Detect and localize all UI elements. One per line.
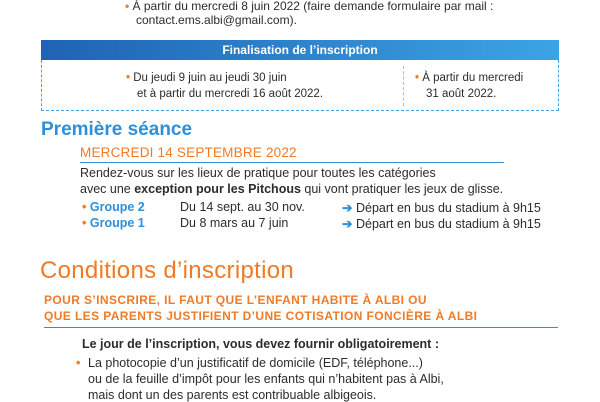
group-name-text: Groupe 1 [89,216,145,230]
registration-email-text: contact.ems.albi@gmail.com). [136,13,297,27]
conditions-divider [44,327,558,328]
required-documents-header: Le jour de l’inscription, vous devez fournir obligatoirement : [82,337,439,351]
bullet-icon: • [82,216,87,230]
section-title-conditions: Conditions d’inscription [40,257,294,284]
seance-info-line2 [80,182,503,196]
group-name [82,216,145,230]
group-row [0,200,600,216]
registration-date-text: À partir du mercredi 8 juin 2022 (faire demande formulaire par mail : [132,0,494,13]
seance-date: MERCREDI 14 SEPTEMBRE 2022 [80,145,297,160]
finalisation-left-line2: et à partir du mercredi 16 août 2022. [137,88,324,100]
seance-info-line2-start: avec une [80,182,135,196]
group-dates: Du 8 mars au 7 juin [180,216,289,230]
required-item-line1: La photocopie d’un justificatif de domicile (EDF, téléphone...) [88,356,423,370]
finalisation-left-text: Du jeudi 9 juin au jeudi 30 juin [133,72,287,84]
group-departure [342,216,541,231]
conditions-subtitle-line1: POUR S’INSCRIRE, IL FAUT QUE L’ENFANT HABITE À ALBI OU [44,293,427,307]
finalisation-right-line2: 31 août 2022. [426,88,497,100]
group-name [82,200,145,214]
section-title-premiere-seance: Première séance [41,119,193,140]
finalisation-right-text: À partir du mercredi [422,72,524,84]
finalisation-title: Finalisation de l’inscription [222,43,378,57]
bullet-icon: • [76,356,81,370]
group-row [0,216,600,232]
group-departure-text: Départ en bus du stadium à 9h15 [355,217,541,231]
required-item-line3: mais dont un des parents est contribuable albigeois. [88,388,377,402]
arrow-right-icon: ➔ [342,201,353,215]
seance-divider [80,162,504,163]
group-name-text: Groupe 2 [89,200,145,214]
seance-info-line1: Rendez-vous sur les lieux de pratique pour toutes les catégories [80,166,436,180]
arrow-right-icon: ➔ [342,217,353,231]
finalisation-left-line1 [126,70,287,86]
bullet-icon: • [82,200,87,214]
conditions-subtitle-line2: QUE LES PARENTS JUSTIFIENT D’UNE COTISATION FONCIÈRE À ALBI [44,309,478,323]
finalisation-banner [41,40,559,60]
required-item-line2: ou de la feuille d’impôt pour les enfants qui n’habitent pas à Albi, [88,372,444,386]
bullet-icon: • [415,72,420,84]
group-departure [342,200,541,215]
finalisation-divider [403,66,404,106]
seance-info-line2-end: qui vont pratiquer les jeux de glisse. [300,182,504,196]
seance-info-line2-bold: exception pour les Pitchous [134,182,301,196]
group-departure-text: Départ en bus du stadium à 9h15 [355,201,541,215]
finalisation-right-line1 [415,70,523,86]
registration-date-line [125,0,493,13]
bullet-icon: • [125,0,130,13]
group-dates: Du 14 sept. au 30 nov. [180,200,305,214]
bullet-icon: • [126,72,131,84]
